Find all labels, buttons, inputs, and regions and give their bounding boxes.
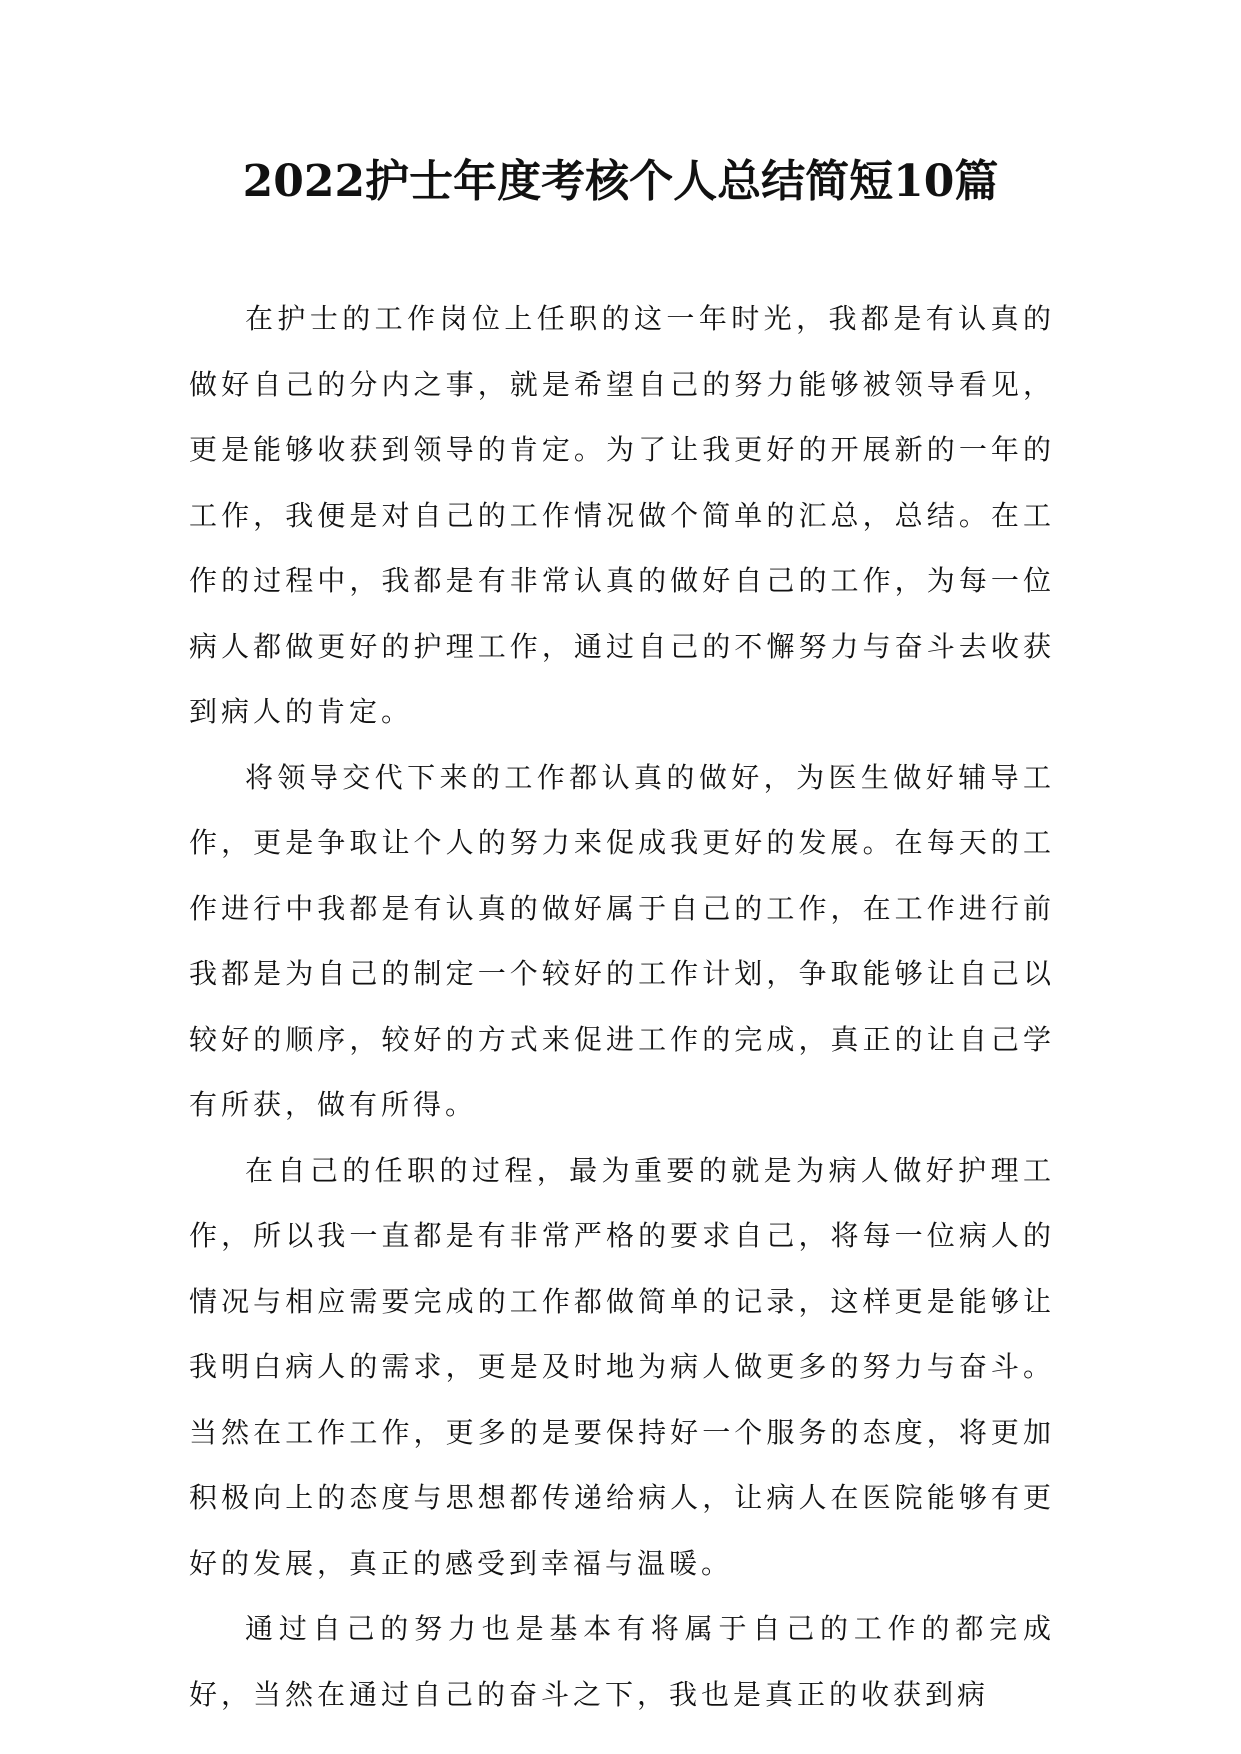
document-title: 2022护士年度考核个人总结简短10篇: [242, 156, 999, 207]
paragraph: 在护士的工作岗位上任职的这一年时光，我都是有认真的做好自己的分内之事，就是希望自己的努力能够被领导看见，更是能够收获到领导的肯定。为了让我更好的开展新的一年的工作，我便是对自己的工作情况做个简单的汇总，总结。在工作的过程中，我都是有非常认真的做好自己的工作，为每一位病人都做更好的护理工作，通过自己的不懈努力与奋斗去收获到病人的肯定。: [189, 302, 1055, 728]
document-body: [189, 286, 1055, 1727]
paragraph: 在自己的任职的过程，最为重要的就是为病人做好护理工作，所以我一直都是有非常严格的要求自己，将每一位病人的情况与相应需要完成的工作都做简单的记录，这样更是能够让我明白病人的需求，更是及时地为病人做更多的努力与奋斗。当然在工作工作，更多的是要保持好一个服务的态度，将更加积极向上的态度与思想都传递给病人，让病人在医院能够有更好的发展，真正的感受到幸福与温暖。: [189, 1153, 1055, 1580]
paragraph: 将领导交代下来的工作都认真的做好，为医生做好辅导工作，更是争取让个人的努力来促成我更好的发展。在每天的工作进行中我都是有认真的做好属于自己的工作，在工作进行前我都是为自己的制定一个较好的工作计划，争取能够让自己以较好的顺序，较好的方式来促进工作的完成，真正的让自己学有所获，做有所得。: [189, 760, 1055, 1121]
paragraph: 通过自己的努力也是基本有将属于自己的工作的都完成好，当然在通过自己的奋斗之下，我也是真正的收获到病: [189, 1612, 1055, 1711]
